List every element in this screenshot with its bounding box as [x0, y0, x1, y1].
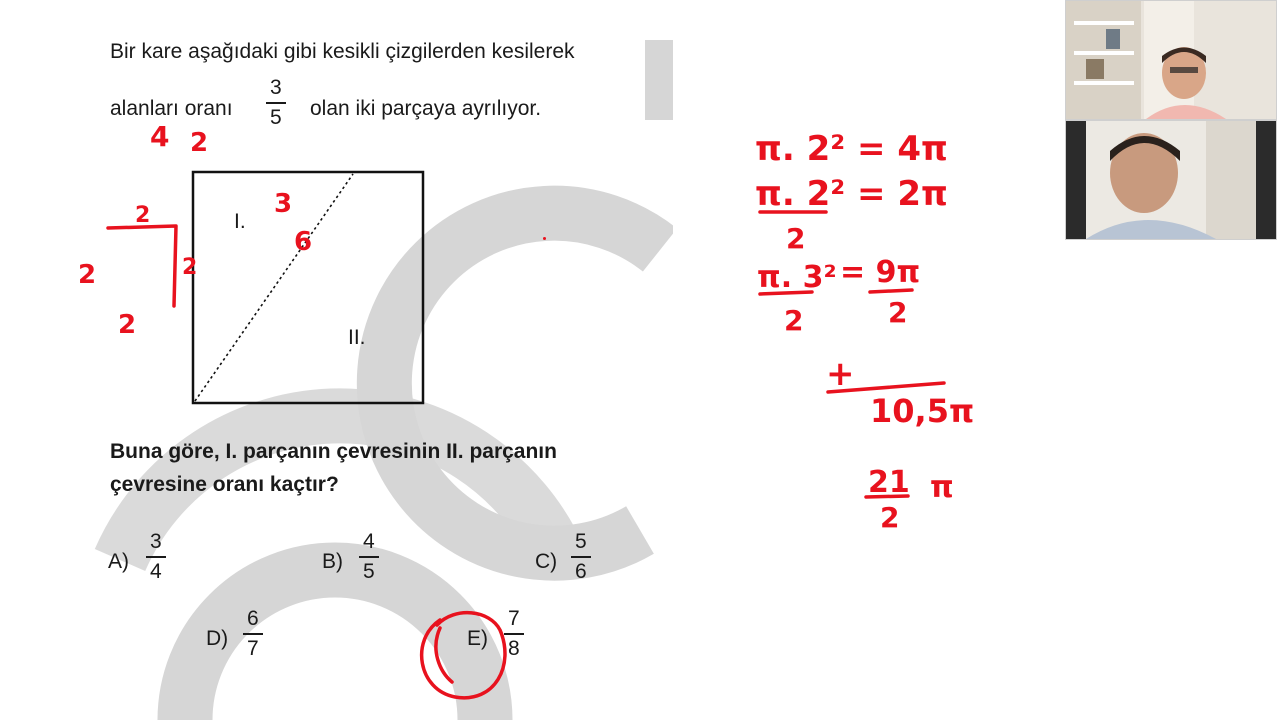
ink-mark-2a: 2	[190, 128, 209, 158]
option-b-fraction[interactable]	[359, 530, 379, 584]
option-a-denominator: 4	[150, 560, 162, 583]
region-label-2: II.	[348, 326, 366, 349]
ink-mark-2d: 2	[182, 255, 198, 280]
prompt-line-1: Buna göre, I. parçanın çevresinin II. parçanın	[110, 440, 557, 463]
ink-sum-result: 10,5π	[870, 392, 975, 430]
option-e-denominator: 8	[508, 637, 520, 660]
option-c-label[interactable]: C)	[535, 550, 558, 573]
option-d-fraction[interactable]	[243, 607, 263, 661]
option-b-label[interactable]: B)	[322, 550, 343, 573]
option-c-denominator: 6	[575, 560, 587, 583]
question-line-2-after: olan iki parçaya ayrılıyor.	[310, 97, 542, 120]
ink-final-den: 2	[880, 501, 900, 534]
ink-work-line-2: π. 2² = 2π	[755, 174, 948, 214]
region-label-1: I.	[234, 210, 246, 233]
option-d-label[interactable]: D)	[206, 627, 229, 650]
question-line-1: Bir kare aşağıdaki gibi kesikli çizgilerden kesilerek	[110, 40, 575, 63]
participant-video-2[interactable]	[1065, 120, 1277, 240]
ink-work-line-3: π. 3²	[757, 260, 837, 295]
ink-mark-3: 3	[274, 189, 293, 219]
ink-work-line-1: π. 2² = 4π	[755, 129, 948, 169]
ink-plus-sign: +	[826, 354, 855, 394]
option-c-fraction[interactable]	[571, 530, 591, 584]
ink-work-den-3: 2	[888, 296, 908, 329]
area-ratio-numerator: 3	[270, 76, 282, 99]
ink-mark-2e: 2	[118, 310, 137, 340]
dashed-cut-line	[195, 174, 353, 401]
option-d-denominator: 7	[247, 637, 259, 660]
participant-video-1[interactable]	[1065, 0, 1277, 120]
ink-work-den-2: 2	[784, 304, 804, 337]
option-c-numerator: 5	[575, 530, 587, 553]
option-e-label[interactable]: E)	[467, 627, 488, 650]
option-a-numerator: 3	[150, 530, 162, 553]
option-b-numerator: 4	[363, 530, 375, 553]
option-b-denominator: 5	[363, 560, 375, 583]
pen-cursor-dot	[543, 237, 546, 240]
prompt-line-2: çevresine oranı kaçtır?	[110, 473, 339, 496]
option-a-label[interactable]: A)	[108, 550, 129, 573]
ink-work-den-1: 2	[786, 222, 806, 255]
option-e-numerator: 7	[508, 607, 520, 630]
option-e-fraction[interactable]	[504, 607, 524, 661]
participant-1-avatar	[1066, 1, 1276, 119]
ink-mark-6: 6	[294, 227, 313, 257]
ink-mark-2c: 2	[78, 260, 97, 290]
ink-final-num: 21	[868, 465, 910, 500]
participant-2-avatar	[1066, 121, 1276, 239]
option-d-numerator: 6	[247, 607, 259, 630]
ink-work-result-3: = 9π	[840, 255, 921, 290]
question-line-2-before: alanları oranı	[110, 97, 233, 120]
square-outline	[193, 172, 423, 403]
option-a-fraction[interactable]	[146, 530, 166, 584]
ink-mark-4: 4	[150, 120, 170, 153]
area-ratio-denominator: 5	[270, 106, 282, 129]
ink-final-pi: π	[930, 470, 954, 505]
ink-mark-2b: 2	[135, 203, 151, 228]
